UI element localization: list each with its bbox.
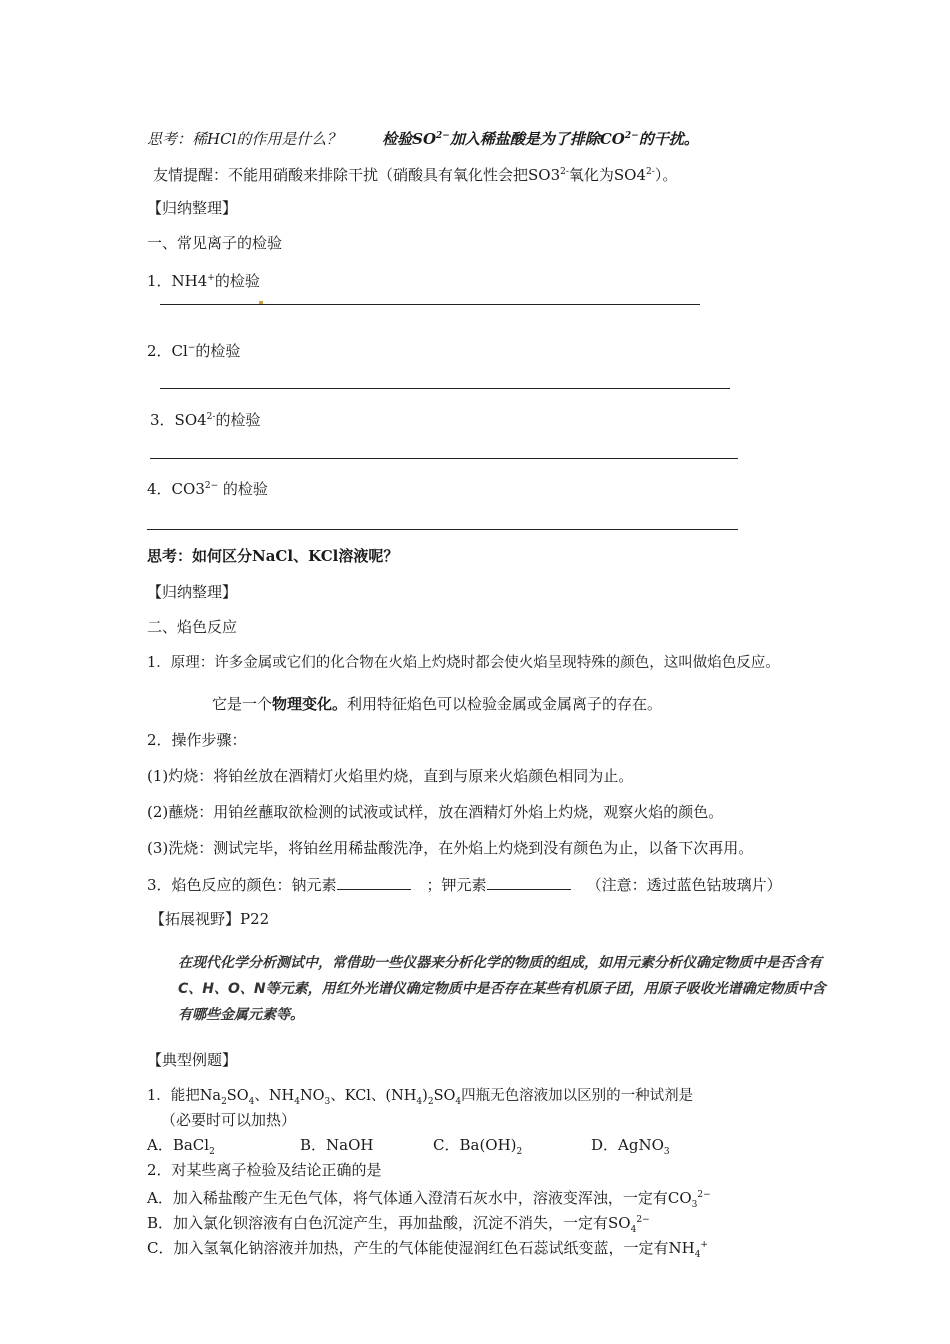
- ion-test-item-3: 3．$SO4^{2-}$的检验: [150, 411, 261, 429]
- principle-text-2: 它是一个物理变化。利用特征焰色可以检验金属或金属离子的存在。: [212, 695, 663, 713]
- section-heading-1: 一、常见离子的检验: [147, 234, 283, 252]
- question-1: 1．能把$Na_2SO_4$、$NH_4NO_3$、KCl、$(NH_4)_2SO_4$四瓶无色溶液加以区别的一种试剂是: [147, 1088, 694, 1107]
- think-question-2: 思考：如何区分NaCl、KCl溶液呢？: [147, 547, 399, 565]
- think-question-text: 思考：稀HCl的作用是什么？: [147, 130, 342, 148]
- ion-test-item-1: 1．NH4+的检验: [147, 272, 260, 290]
- question-2: 2．对某些离子检验及结论正确的是: [147, 1161, 382, 1179]
- question-1-option-a[interactable]: A．BaCl$_2$: [147, 1136, 215, 1157]
- ion-test-item-2: 2．Cl−的检验: [147, 342, 241, 360]
- sodium-color-blank[interactable]: [337, 874, 411, 890]
- section-heading-2: 二、焰色反应: [147, 618, 238, 636]
- question-1-note: （必要时可以加热）: [161, 1111, 297, 1129]
- principle-text: 1．原理：许多金属或它们的化合物在火焰上灼烧时都会使火焰呈现特殊的颜色，这叫做焰色反应。: [147, 655, 780, 671]
- stray-mark: [259, 301, 263, 304]
- answer-line-4[interactable]: [147, 529, 738, 530]
- summary-heading-1: 【归纳整理】: [147, 199, 238, 217]
- answer-line-2[interactable]: [160, 388, 730, 389]
- question-2-option-c[interactable]: C．加入氢氧化钠溶液并加热，产生的气体能使湿润红色石蕊试纸变蓝，一定有$NH_4^+$: [147, 1239, 708, 1260]
- answer-line-3[interactable]: [150, 458, 738, 459]
- question-2-option-b[interactable]: B．加入氯化钡溶液有白色沉淀产生，再加盐酸，沉淀不消失，一定有$SO_4^{2-}$: [147, 1214, 650, 1235]
- answer-line-1[interactable]: [160, 304, 700, 305]
- friendly-tip: 友情提醒：不能用硝酸来排除干扰（硝酸具有氧化性会把$SO3^{2-}$氧化为$SO4^{2-}$）。: [153, 166, 678, 184]
- step-2: (2)蘸烧：用铂丝蘸取欲检测的试液或试样，放在酒精灯外焰上灼烧，观察火焰的颜色。: [147, 803, 724, 821]
- question-2-option-a[interactable]: A．加入稀盐酸产生无色气体，将气体通入澄清石灰水中，溶液变浑浊，一定有$CO_3^{2-}$: [147, 1189, 711, 1210]
- summary-heading-2: 【归纳整理】: [147, 583, 238, 601]
- expand-heading: 【拓展视野】P22: [150, 910, 270, 928]
- question-1-option-b[interactable]: B．NaOH: [300, 1136, 374, 1154]
- think-answer-text: 检验$SO^{2-}$加入稀盐酸是为了排除$CO^{2-}$的干扰。: [382, 130, 699, 148]
- steps-title: 2．操作步骤：: [147, 731, 247, 749]
- question-1-option-c[interactable]: C．$Ba(OH)_2$: [433, 1136, 523, 1157]
- potassium-color-blank[interactable]: [487, 874, 571, 890]
- step-3: (3)洗烧：测试完毕，将铂丝用稀盐酸洗净，在外焰上灼烧到没有颜色为止，以备下次再用。: [147, 839, 754, 857]
- flame-colors: 3．焰色反应的颜色：钠元素 ；钾元素 （注意：透过蓝色钴玻璃片）: [147, 876, 782, 894]
- think-question-1: [147, 126, 699, 149]
- examples-heading: 【典型例题】: [147, 1051, 238, 1069]
- question-1-option-d[interactable]: D．AgNO$_3$: [591, 1136, 670, 1157]
- expand-text-box: 在现代化学分析测试中，常借助一些仪器来分析化学的物质的组成，如用元素分析仪确定物质中是否含有C、H、O、N等元素，用红外光谱仪确定物质中是否存在某些有机原子团，用原子吸收光谱确定物质中含有哪些金属元素等。: [178, 955, 826, 1023]
- step-1: (1)灼烧：将铂丝放在酒精灯火焰里灼烧，直到与原来火焰颜色相同为止。: [147, 767, 634, 785]
- ion-test-item-4: 4．$CO3^{2-}$ 的检验: [147, 480, 268, 498]
